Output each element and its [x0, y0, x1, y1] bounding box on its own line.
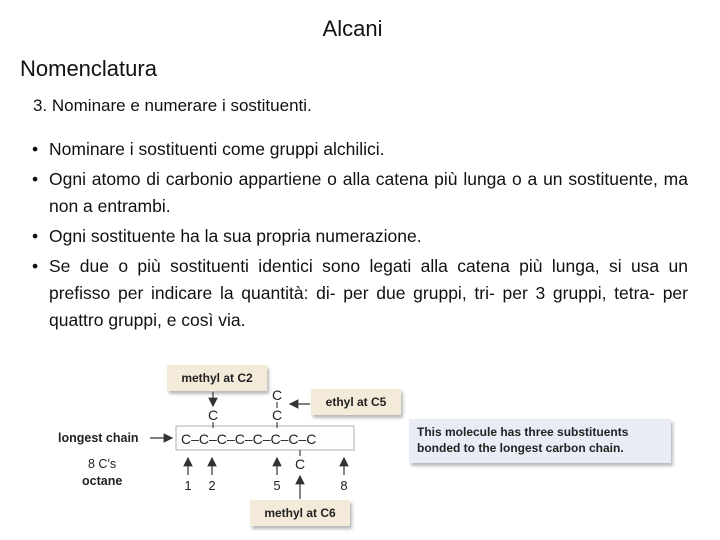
note-text: This molecule has three substituents bonded to the longest carbon chain.	[417, 425, 629, 455]
methyl-c6-label: methyl at C6	[264, 506, 336, 520]
carbon-chain: C–C–C–C–C–C–C–C	[181, 431, 317, 447]
bullet-item: • Ogni sostituente ha la sua propria numerazione.	[32, 223, 688, 250]
chain-number-1: 1	[184, 478, 192, 493]
ethyl-c5-label: ethyl at C5	[325, 395, 387, 409]
c6-substituent-atom: C	[295, 456, 306, 472]
chain-number-2: 2	[208, 478, 216, 493]
longest-chain-label: longest chain	[58, 431, 139, 445]
carbon-count-label: 8 C's	[88, 457, 117, 471]
octane-label: octane	[82, 474, 123, 488]
chain-number-8: 8	[340, 478, 348, 493]
c5-substituent-atom: C	[272, 407, 283, 423]
section-heading: Nomenclatura	[20, 56, 157, 81]
bullet-item: • Nominare i sostituenti come gruppi alchilici.	[32, 136, 688, 163]
chain-number-5: 5	[273, 478, 281, 493]
c2-substituent-atom: C	[208, 407, 219, 423]
c5-substituent-atom-top: C	[272, 387, 283, 403]
bullet-item: • Ogni atomo di carbonio appartiene o alla catena più lunga o a un sostituente, ma non a entrambi.	[32, 166, 688, 220]
slide-title: Alcani	[322, 16, 383, 41]
methyl-c2-label: methyl at C2	[181, 371, 253, 385]
step-heading: 3. Nominare e numerare i sostituenti.	[33, 96, 312, 115]
bullet-item: • Se due o più sostituenti identici sono legati alla catena più lunga, si usa un prefisso per indicare la quantità: di- per due gruppi, tri- per 3 gruppi, tetra- per quattro gruppi, e così via.	[32, 253, 688, 334]
